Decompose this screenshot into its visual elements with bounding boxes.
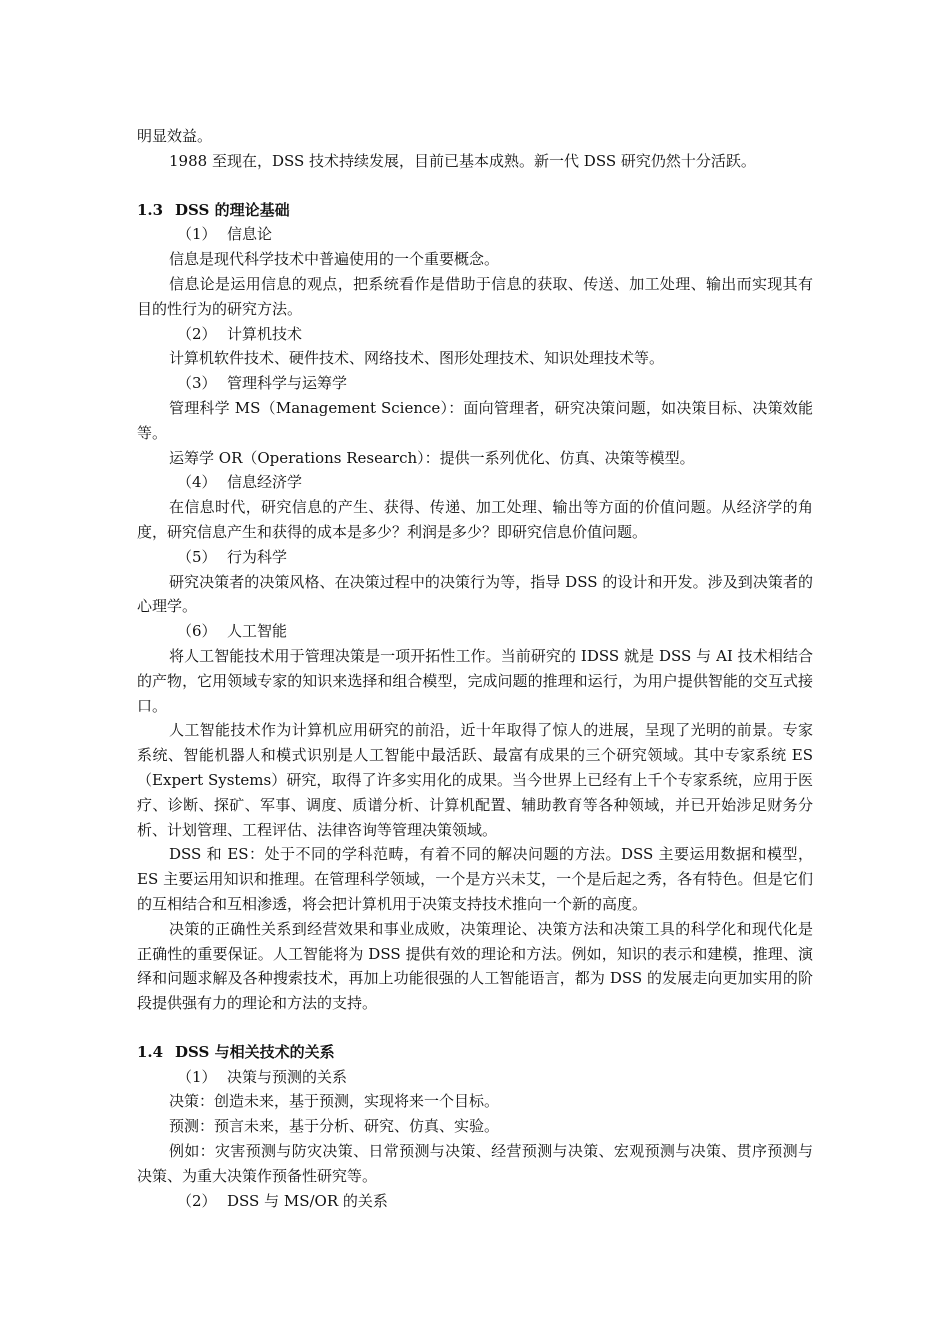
list-item [137,619,813,644]
list-item [137,1065,813,1090]
paragraph: 预测：预言未来，基于分析、研究、仿真、实验。 [169,1117,500,1136]
item-label: 行为科学 [227,547,288,566]
item-number: （5） [177,547,217,566]
item-number: （2） [177,1191,217,1210]
item-label: 人工智能 [227,622,288,641]
list-item [137,1189,813,1214]
paragraph: 1988 至现在，DSS 技术持续发展，目前已基本成熟。新一代 DSS 研究仍然十分活跃。 [169,151,756,170]
item-number: （1） [177,1067,217,1086]
paragraph: 决策：创造未来，基于预测，实现将来一个目标。 [169,1092,500,1111]
paragraph: 决策的正确性关系到经营效果和事业成败，决策理论、决策方法和决策工具的科学化和现代化是正确性的重要保证。人工智能将为 DSS 提供有效的理论和方法。例如，知识的表示和建模，推理、演绎和问题求解及各种搜索技术，再加上功能很强的人工智能语言，都为 DSS 的发展走向更加实用的阶段提供强有力的理论和方法的支持。 [137,919,813,1013]
paragraph: 例如：灾害预测与防灾决策、日常预测与决策、经营预测与决策、宏观预测与决策、贯序预测与决策、为重大决策作预备性研究等。 [137,1142,813,1185]
paragraph: 在信息时代，研究信息的产生、获得、传递、加工处理、输出等方面的价值问题。从经济学的角度，研究信息产生和获得的成本是多少？利润是多少？即研究信息价值问题。 [137,498,813,541]
paragraph: 信息论是运用信息的观点，把系统看作是借助于信息的获取、传送、加工处理、输出而实现其有目的性行为的研究方法。 [137,274,813,318]
item-label: 信息论 [227,225,273,244]
item-label: 管理科学与运筹学 [227,374,348,393]
document-body [137,124,813,1213]
section-heading-1-4 [137,1040,813,1065]
list-item [137,322,813,347]
section-title: DSS 的理论基础 [175,200,290,219]
paragraph: 明显效益。 [137,127,213,145]
paragraph: 将人工智能技术用于管理决策是一项开拓性工作。当前研究的 IDSS 就是 DSS 与 AI 技术相结合的产物，它用领域专家的知识来选择和组合模型，完成问题的推理和运行，为用户提供智能的交互式接口。 [137,646,813,715]
paragraph: 人工智能技术作为计算机应用研究的前沿，近十年取得了惊人的进展，呈现了光明的前景。专家系统、智能机器人和模式识别是人工智能中最活跃、最富有成果的三个研究领域。其中专家系统 ES（Expert Systems）研究，取得了许多实用化的成果。当今世界上已经有上千个专家系统，应用于医疗、诊断、探矿、军事、调度、质谱分析、计算机配置、辅助教育等各种领域，并已开始涉足财务分析、计划管理、工程评估、法律咨询等管理决策领域。 [137,721,813,839]
paragraph: 运筹学 OR（Operations Research）：提供一系列优化、仿真、决策等模型。 [169,448,695,467]
paragraph: DSS 和 ES：处于不同的学科范畴，有着不同的解决问题的方法。DSS 主要运用数据和模型，ES 主要运用知识和推理。在管理科学领域，一个是方兴未艾，一个是后起之秀，各有特色。但是它们的互相结合和互相渗透，将会把计算机用于决策支持技术推向一个新的高度。 [137,845,813,913]
item-number: （1） [177,225,217,244]
list-item [137,371,813,396]
item-label: 决策与预测的关系 [227,1067,348,1086]
section-number: 1.3 [137,200,164,219]
item-number: （3） [177,374,217,393]
section-number: 1.4 [137,1042,164,1061]
section-title: DSS 与相关技术的关系 [175,1042,335,1061]
paragraph: 管理科学 MS（Management Science）：面向管理者，研究决策问题，如决策目标、决策效能等。 [137,398,813,442]
list-item [137,470,813,495]
item-label: 计算机技术 [227,324,303,343]
item-number: （4） [177,473,217,492]
list-item [137,545,813,570]
section-heading-1-3 [137,198,813,223]
paragraph: 研究决策者的决策风格、在决策过程中的决策行为等，指导 DSS 的设计和开发。涉及到决策者的心理学。 [137,572,813,616]
item-number: （6） [177,622,217,641]
paragraph: 计算机软件技术、硬件技术、网络技术、图形处理技术、知识处理技术等。 [169,349,665,368]
item-label: DSS 与 MS/OR 的关系 [227,1191,388,1210]
item-number: （2） [177,324,217,343]
list-item [137,222,813,247]
paragraph: 信息是现代科学技术中普遍使用的一个重要概念。 [169,250,500,269]
item-label: 信息经济学 [227,473,303,492]
